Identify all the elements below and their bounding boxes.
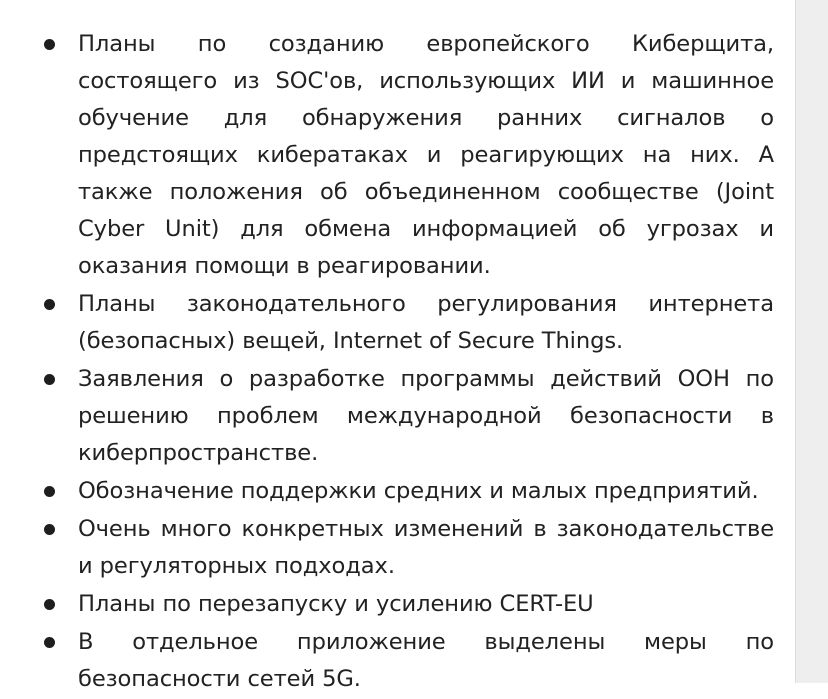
- list-item: [44, 473, 774, 510]
- page-edge-gutter: [795, 0, 828, 683]
- list-item: [44, 26, 774, 285]
- bullet-icon: [44, 599, 55, 610]
- list-item-text: Обозначение поддержки средних и малых предприятий.: [78, 478, 759, 504]
- bullet-list: [44, 26, 774, 699]
- bullet-icon: [44, 486, 55, 497]
- list-item-text: Заявления о разработке программы действий ООН по решению проблем международной безопасности в киберпространстве.: [78, 366, 774, 466]
- bullet-icon: [44, 374, 55, 385]
- list-item: [44, 586, 774, 623]
- bullet-icon: [44, 39, 55, 50]
- list-item: [44, 361, 774, 472]
- bullet-icon: [44, 524, 55, 535]
- bullet-icon: [44, 637, 55, 648]
- list-item-text: Очень много конкретных изменений в законодательстве и регуляторных подходах.: [78, 516, 774, 579]
- list-item-text: Планы по созданию европейского Киберщита, состоящего из SOC'ов, использующих ИИ и машинное обучение для обнаружения ранних сигналов о предстоящих кибератаках и реагирующих на них. А также положения об объединенном сообществе (Joint Cyber Unit) для обмена информацией об угрозах и оказания помощи в реагировании.: [78, 31, 774, 279]
- list-item: [44, 286, 774, 360]
- list-item-text: Планы по перезапуску и усилению CERT-EU: [78, 591, 594, 617]
- bullet-icon: [44, 299, 55, 310]
- list-item-text: В отдельное приложение выделены меры по безопасности сетей 5G.: [78, 629, 774, 692]
- list-item-text: Планы законодательного регулирования интернета (безопасных) вещей, Internet of Secure Things.: [78, 291, 774, 354]
- list-item: [44, 511, 774, 585]
- list-item: [44, 624, 774, 698]
